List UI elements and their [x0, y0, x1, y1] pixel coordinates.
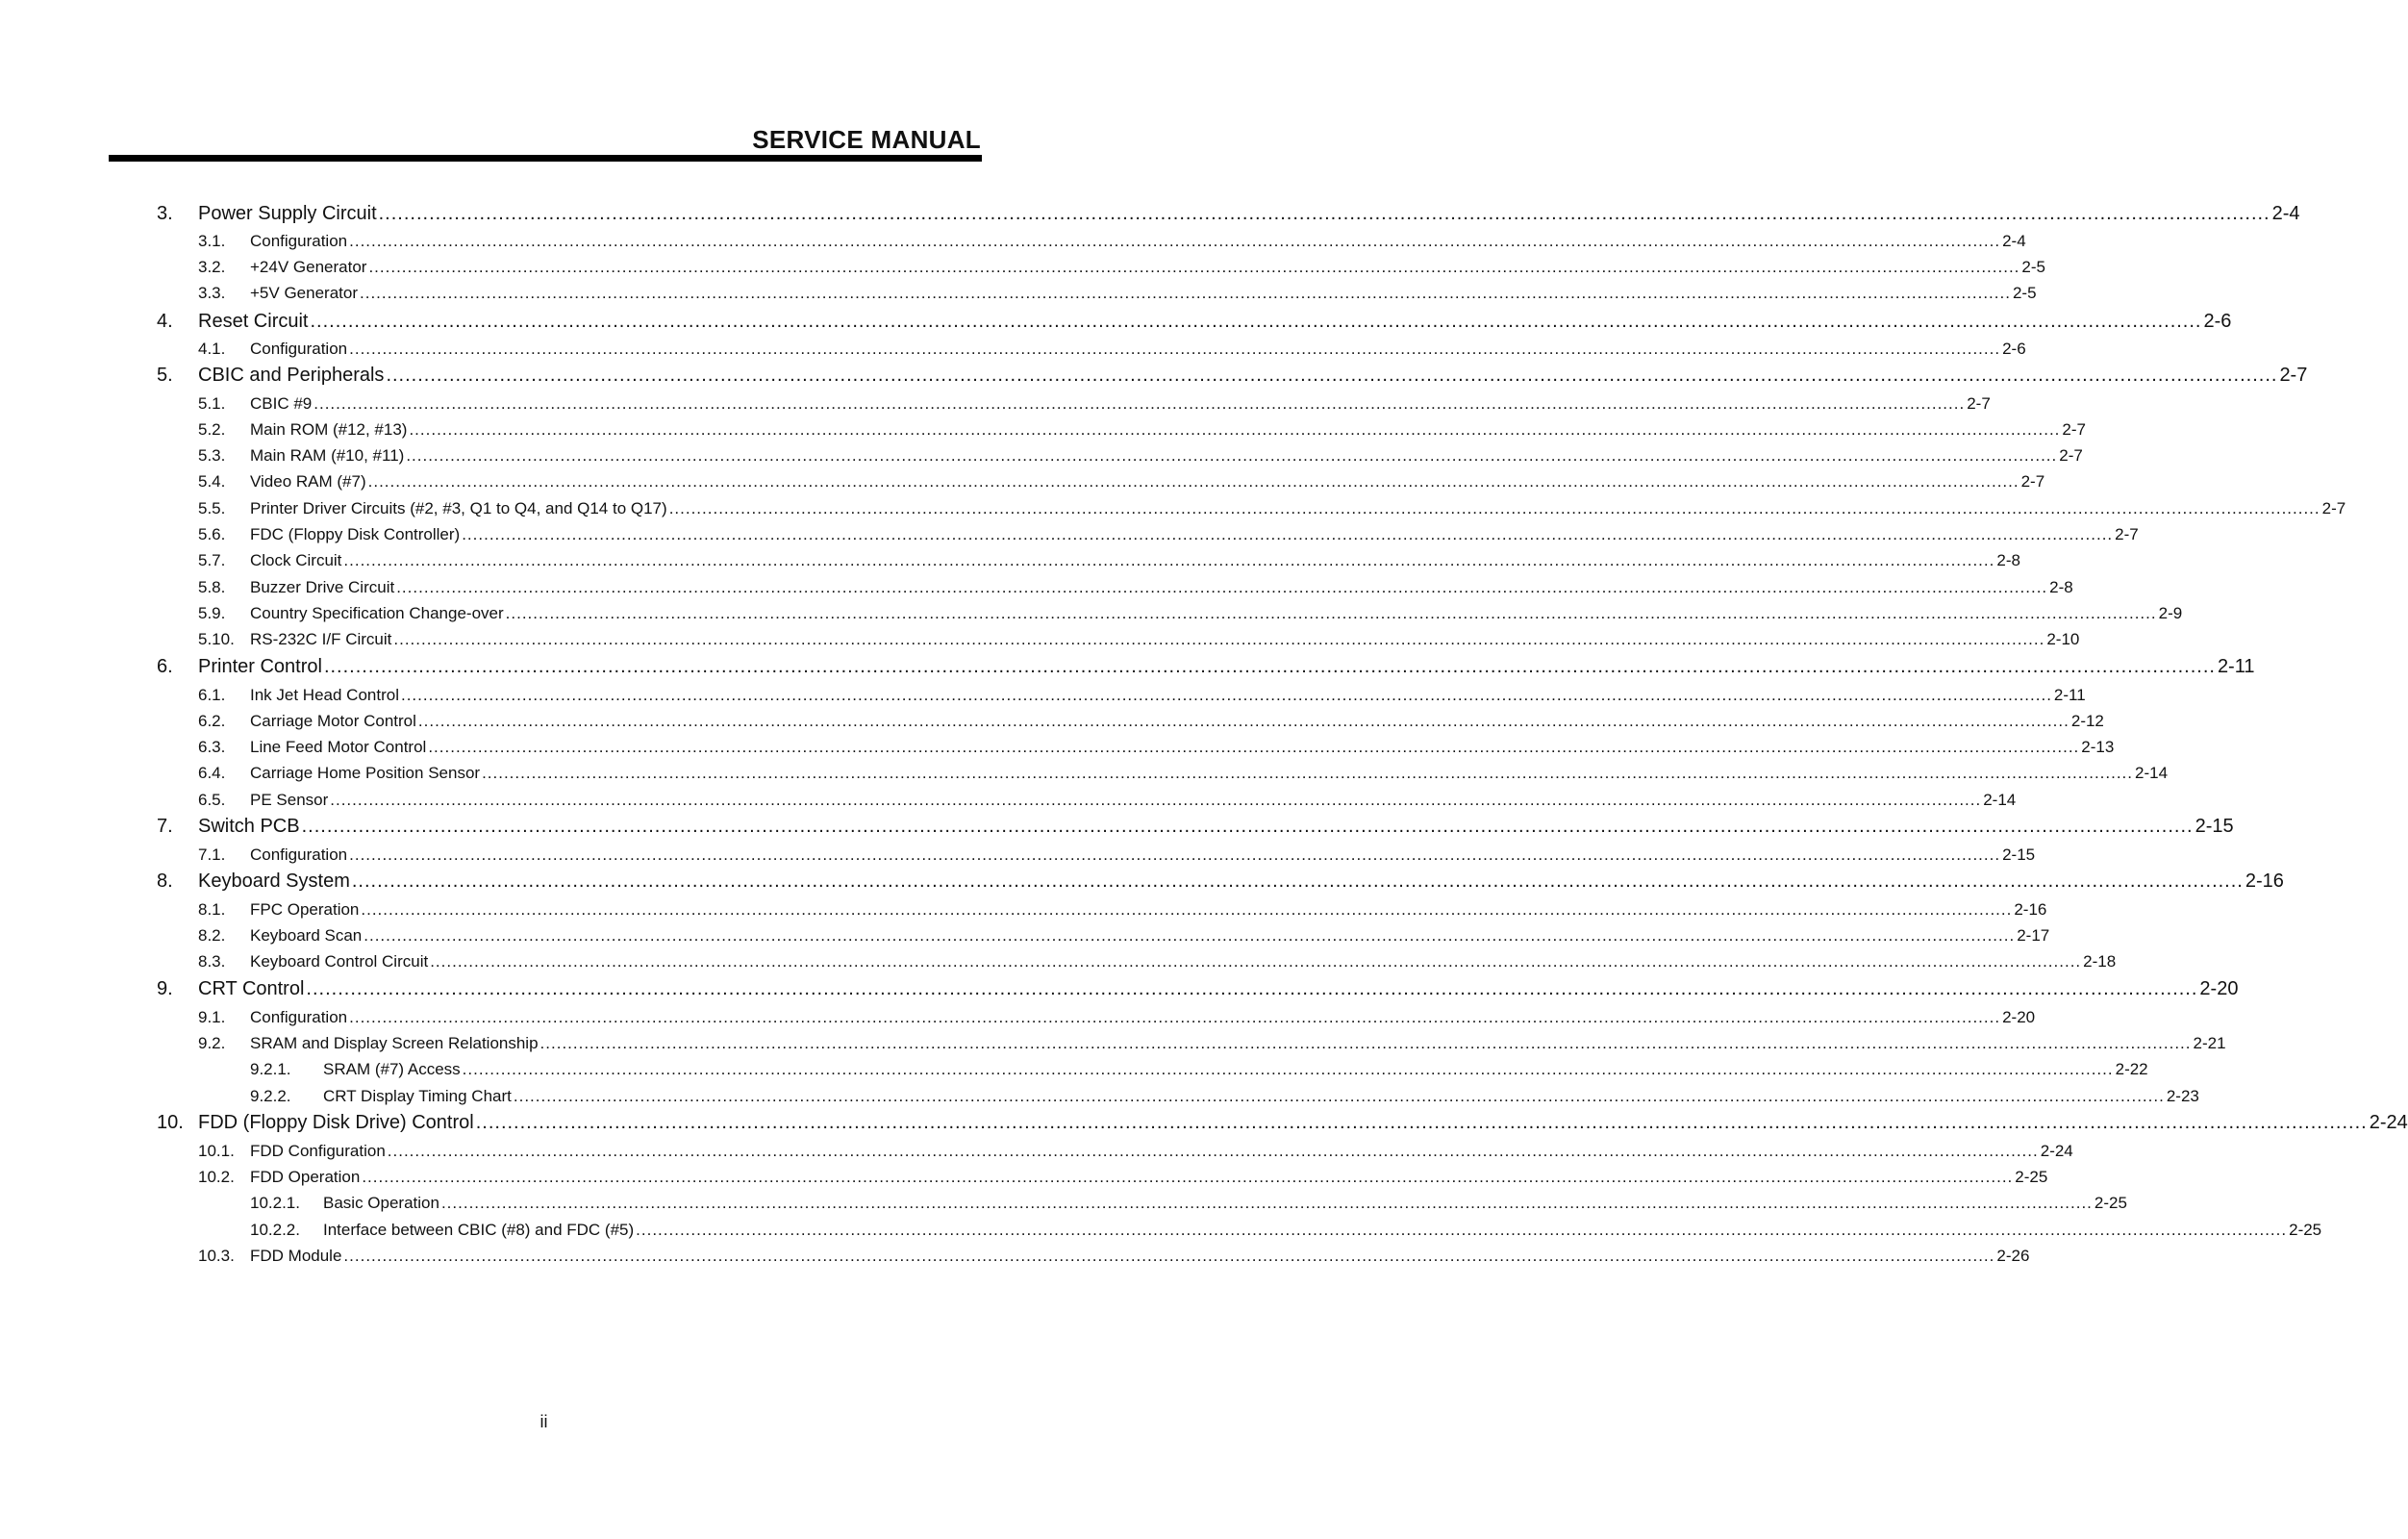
toc-entry-number: 9.2. — [198, 1034, 226, 1052]
dot-leader: ............................................................................................................................................................................................................................................................................................................ — [361, 900, 2013, 919]
dot-leader: ............................................................................................................................................................................................................................................................................................................ — [513, 1087, 2165, 1105]
toc-entry-page: 2-25 — [2015, 1168, 2048, 1186]
toc-entry-title: FDD Operation — [250, 1168, 361, 1186]
toc-entry-page: 2-7 — [2020, 472, 2045, 491]
toc-entry-title: RS-232C I/F Circuit — [250, 630, 392, 648]
dot-leader: ............................................................................................................................................................................................................................................................................................................ — [349, 232, 2001, 250]
toc-entry-number: 9.2.1. — [250, 1060, 291, 1078]
toc-entry-page: 2-17 — [2017, 926, 2050, 945]
toc-entry-body — [198, 870, 2284, 893]
dot-leader: ............................................................................................................................................................................................................................................................................................................ — [349, 1008, 2001, 1026]
toc-entry[interactable] — [0, 1004, 2036, 1027]
toc-entry-body — [250, 604, 2183, 623]
toc-entry-body — [250, 1142, 2073, 1161]
toc-entry-body — [250, 578, 2073, 597]
toc-entry-number: 3. — [157, 203, 173, 224]
toc-entry-number: 7.1. — [198, 845, 226, 864]
dot-leader: ............................................................................................................................................................................................................................................................................................................ — [351, 870, 2244, 892]
toc-entry-title: Configuration — [250, 232, 348, 250]
toc-entry-body — [250, 472, 2045, 492]
dot-leader: ............................................................................................................................................................................................................................................................................................................ — [349, 845, 2001, 864]
toc-entry-page: 2-14 — [2135, 764, 2169, 782]
toc-entry[interactable] — [0, 896, 2047, 920]
toc-entry-page: 2-6 — [2203, 311, 2232, 332]
dot-leader: ............................................................................................................................................................................................................................................................................................................ — [428, 738, 2080, 756]
toc-entry-title: +24V Generator — [250, 258, 367, 276]
toc-entry-page: 2-4 — [2002, 232, 2026, 250]
dot-leader: ............................................................................................................................................................................................................................................................................................................ — [364, 926, 2016, 945]
toc-entry-body — [250, 232, 2026, 251]
toc-entry-body — [198, 203, 2300, 225]
toc-entry-body — [250, 791, 2017, 810]
toc-entry-page: 2-15 — [2195, 816, 2234, 837]
dot-leader: ............................................................................................................................................................................................................................................................................................................ — [368, 258, 2020, 276]
toc-entry-title: Keyboard Scan — [250, 926, 363, 945]
toc-entry-number: 3.2. — [198, 258, 226, 276]
toc-entry-title: Buzzer Drive Circuit — [250, 578, 395, 596]
toc-entry-title: Configuration — [250, 340, 348, 358]
toc-entry-number: 6.2. — [198, 712, 226, 730]
toc-entry[interactable] — [0, 948, 2117, 971]
toc-entry[interactable] — [0, 682, 2086, 705]
toc-entry-body — [250, 738, 2115, 757]
toc-entry[interactable] — [0, 977, 2239, 1000]
toc-entry-page: 2-25 — [2094, 1194, 2127, 1212]
dot-leader: ............................................................................................................................................................................................................................................................................................................ — [440, 1194, 2093, 1212]
toc-entry-title: Printer Driver Circuits (#2, #3, Q1 to Q4, and Q14 to Q17) — [250, 499, 667, 517]
toc-entry[interactable] — [0, 521, 2139, 544]
toc-entry-page: 2-10 — [2046, 630, 2080, 648]
toc-entry-title: CBIC #9 — [250, 394, 313, 413]
dot-leader: ............................................................................................................................................................................................................................................................................................................ — [386, 365, 2278, 386]
toc-entry-number: 3.3. — [198, 284, 226, 302]
toc-entry-title: Carriage Motor Control — [250, 712, 416, 730]
toc-entry-title: Line Feed Motor Control — [250, 738, 427, 756]
toc-entry-page: 2-25 — [2289, 1221, 2322, 1239]
toc-entry-page: 2-24 — [2040, 1142, 2073, 1160]
toc-entry-number: 10. — [157, 1112, 184, 1133]
toc-entry-number: 4. — [157, 311, 173, 332]
toc-entry-page: 2-23 — [2166, 1087, 2199, 1105]
toc-entry-number: 6.3. — [198, 738, 226, 756]
toc-entry-body — [323, 1060, 2148, 1079]
toc-entry-page: 2-6 — [2002, 340, 2026, 358]
toc-entry[interactable] — [0, 842, 2036, 865]
toc-entry-number: 5.8. — [198, 578, 226, 596]
dot-leader: ............................................................................................................................................................................................................................................................................................................ — [310, 311, 2202, 332]
toc-entry-page: 2-14 — [1983, 791, 2017, 809]
dot-leader: ............................................................................................................................................................................................................................................................................................................ — [636, 1221, 2288, 1239]
toc-entry[interactable] — [0, 574, 2073, 597]
toc-entry-page: 2-7 — [2321, 499, 2346, 517]
toc-entry-body — [250, 926, 2050, 946]
toc-entry-body — [250, 420, 2086, 440]
dot-leader: ............................................................................................................................................................................................................................................................................................................ — [430, 952, 2082, 971]
toc-entry-number: 6.1. — [198, 686, 226, 704]
dot-leader: ............................................................................................................................................................................................................................................................................................................ — [362, 1168, 2014, 1186]
toc-entry-page: 2-8 — [2049, 578, 2073, 596]
toc-entry-body — [250, 499, 2346, 518]
toc-entry-page: 2-20 — [2199, 978, 2239, 999]
toc-entry-title: FDC (Floppy Disk Controller) — [250, 525, 461, 543]
toc-entry-body — [250, 394, 1991, 414]
toc-entry[interactable] — [0, 202, 2300, 225]
toc-entry[interactable] — [0, 708, 2104, 731]
toc-entry-page: 2-7 — [2279, 365, 2308, 386]
toc-entry-page: 2-7 — [1967, 394, 1991, 413]
toc-entry[interactable] — [0, 364, 2308, 387]
toc-entry-page: 2-7 — [2062, 420, 2086, 439]
dot-leader: ............................................................................................................................................................................................................................................................................................................ — [668, 499, 2320, 517]
toc-entry-title: Carriage Home Position Sensor — [250, 764, 481, 782]
toc-entry-page: 2-11 — [2053, 686, 2086, 704]
toc-entry-number: 5.1. — [198, 394, 226, 413]
dot-leader: ............................................................................................................................................................................................................................................................................................................ — [387, 1142, 2039, 1160]
page-number: ii — [539, 1412, 548, 1431]
toc-entry-number: 10.2.1. — [250, 1194, 300, 1212]
toc-entry[interactable] — [0, 626, 2080, 649]
toc-entry-number: 6.5. — [198, 791, 226, 809]
toc-entry-page: 2-13 — [2081, 738, 2115, 756]
toc-entry-title: FDD (Floppy Disk Drive) Control — [198, 1112, 474, 1133]
toc-entry-title: CRT Display Timing Chart — [323, 1087, 512, 1105]
toc-entry[interactable] — [0, 922, 2050, 946]
dot-leader: ............................................................................................................................................................................................................................................................................................................ — [475, 1112, 2368, 1133]
toc-entry[interactable] — [0, 1243, 2030, 1266]
dot-leader: ............................................................................................................................................................................................................................................................................................................ — [539, 1034, 2192, 1052]
toc-entry-page: 2-15 — [2002, 845, 2036, 864]
toc-entry[interactable] — [0, 787, 2017, 810]
toc-entry-title: FPC Operation — [250, 900, 360, 919]
toc-entry[interactable] — [0, 254, 2045, 277]
toc-entry-title: FDD Module — [250, 1247, 342, 1265]
toc-entry-body — [250, 686, 2086, 705]
toc-entry-page: 2-24 — [2369, 1112, 2408, 1133]
dot-leader: ............................................................................................................................................................................................................................................................................................................ — [393, 630, 2045, 648]
toc-entry[interactable] — [0, 1164, 2048, 1187]
toc-entry-number: 5.6. — [198, 525, 226, 543]
toc-entry-title: SRAM (#7) Access — [323, 1060, 461, 1078]
toc-entry-number: 8. — [157, 870, 173, 892]
toc-entry[interactable] — [0, 547, 2020, 570]
toc-entry-title: Configuration — [250, 1008, 348, 1026]
toc-entry-page: 2-5 — [2021, 258, 2045, 276]
dot-leader: ............................................................................................................................................................................................................................................................................................................ — [367, 472, 2019, 491]
toc-entry-body — [250, 340, 2026, 359]
toc-entry-body — [250, 900, 2047, 920]
toc-entry[interactable] — [0, 310, 2232, 333]
dot-leader: ............................................................................................................................................................................................................................................................................................................ — [301, 816, 2194, 837]
toc-entry[interactable] — [0, 870, 2284, 893]
toc-entry[interactable] — [0, 1083, 2199, 1106]
toc-entry[interactable] — [0, 468, 2045, 492]
toc-entry-title: CBIC and Peripherals — [198, 365, 385, 386]
toc-entry-number: 9.1. — [198, 1008, 226, 1026]
dot-leader: ............................................................................................................................................................................................................................................................................................................ — [378, 203, 2270, 224]
toc-entry-body — [250, 1034, 2226, 1053]
toc-entry-body — [250, 764, 2169, 783]
dot-leader: ............................................................................................................................................................................................................................................................................................................ — [462, 525, 2114, 543]
toc-entry-body — [250, 1247, 2030, 1266]
toc-entry[interactable] — [0, 815, 2234, 838]
toc-entry[interactable] — [0, 655, 2255, 678]
toc-entry[interactable] — [0, 442, 2083, 466]
toc-entry-title: CRT Control — [198, 978, 305, 999]
dot-leader: ............................................................................................................................................................................................................................................................................................................ — [343, 1247, 1995, 1265]
dot-leader: ............................................................................................................................................................................................................................................................................................................ — [409, 420, 2061, 439]
toc-entry-number: 5.2. — [198, 420, 226, 439]
dot-leader: ............................................................................................................................................................................................................................................................................................................ — [330, 791, 1982, 809]
toc-entry[interactable] — [0, 495, 2346, 518]
toc-entry-number: 5.3. — [198, 446, 226, 465]
toc-entry[interactable] — [0, 600, 2183, 623]
toc-entry[interactable] — [0, 1030, 2226, 1053]
dot-leader: ............................................................................................................................................................................................................................................................................................................ — [306, 978, 2198, 999]
toc-entry-page: 2-26 — [1996, 1247, 2030, 1265]
toc-entry-body — [323, 1194, 2127, 1213]
dot-leader: ............................................................................................................................................................................................................................................................................................................ — [349, 340, 2001, 358]
toc-entry-body — [250, 284, 2037, 303]
toc-entry-number: 5.10. — [198, 630, 235, 648]
toc-entry[interactable] — [0, 228, 2026, 251]
toc-entry-title: Video RAM (#7) — [250, 472, 366, 491]
toc-entry-body — [198, 365, 2308, 387]
toc-entry-title: Keyboard Control Circuit — [250, 952, 429, 971]
toc-entry-title: PE Sensor — [250, 791, 329, 809]
toc-entry-title: Power Supply Circuit — [198, 203, 377, 224]
dot-leader: ............................................................................................................................................................................................................................................................................................................ — [323, 656, 2216, 677]
dot-leader: ............................................................................................................................................................................................................................................................................................................ — [400, 686, 2052, 704]
toc-entry-page: 2-7 — [2115, 525, 2139, 543]
toc-entry-page: 2-11 — [2217, 656, 2255, 677]
toc-entry-title: Ink Jet Head Control — [250, 686, 399, 704]
toc-entry[interactable] — [0, 391, 1991, 414]
toc-entry-title: Interface between CBIC (#8) and FDC (#5) — [323, 1221, 635, 1239]
toc-entry-title: Country Specification Change-over — [250, 604, 504, 622]
toc-entry-number: 6. — [157, 656, 173, 677]
toc-entry-number: 3.1. — [198, 232, 226, 250]
toc-entry-body — [250, 845, 2036, 865]
toc-entry-title: Printer Control — [198, 656, 322, 677]
toc-entry-number: 4.1. — [198, 340, 226, 358]
toc-entry-body — [198, 978, 2239, 1000]
toc-entry-number: 7. — [157, 816, 173, 837]
toc-entry-body — [323, 1087, 2199, 1106]
toc-entry-page: 2-22 — [2115, 1060, 2148, 1078]
toc-entry-body — [250, 1008, 2036, 1027]
toc-entry-body — [198, 311, 2232, 333]
dot-leader: ............................................................................................................................................................................................................................................................................................................ — [406, 446, 2058, 465]
toc-entry-title: Main ROM (#12, #13) — [250, 420, 408, 439]
toc-entry-page: 2-18 — [2083, 952, 2117, 971]
dot-leader: ............................................................................................................................................................................................................................................................................................................ — [462, 1060, 2114, 1078]
toc-entry-body — [250, 258, 2045, 277]
page-header-title: SERVICE MANUAL — [752, 125, 981, 154]
toc-entry-title: Configuration — [250, 845, 348, 864]
toc-entry[interactable] — [0, 1138, 2073, 1161]
toc-entry-number: 9. — [157, 978, 173, 999]
toc-entry-number: 10.2. — [198, 1168, 235, 1186]
dot-leader: ............................................................................................................................................................................................................................................................................................................ — [360, 284, 2011, 302]
toc-entry-title: Reset Circuit — [198, 311, 309, 332]
toc-entry-title: Main RAM (#10, #11) — [250, 446, 405, 465]
toc-entry-number: 5. — [157, 365, 173, 386]
header-divider — [109, 155, 982, 162]
toc-entry-body — [250, 446, 2083, 466]
toc-entry-number: 5.7. — [198, 551, 226, 569]
toc-entry[interactable] — [0, 1217, 2322, 1240]
toc-entry-number: 6.4. — [198, 764, 226, 782]
toc-entry[interactable] — [0, 336, 2026, 359]
toc-entry-page: 2-16 — [2245, 870, 2284, 892]
toc-entry-page: 2-4 — [2271, 203, 2300, 224]
dot-leader: ............................................................................................................................................................................................................................................................................................................ — [417, 712, 2069, 730]
toc-entry-body — [198, 656, 2255, 678]
toc-entry-number: 5.5. — [198, 499, 226, 517]
toc-entry-page: 2-9 — [2158, 604, 2183, 622]
dot-leader: ............................................................................................................................................................................................................................................................................................................ — [482, 764, 2134, 782]
toc-entry-page: 2-8 — [1996, 551, 2020, 569]
toc-entry-body — [198, 816, 2234, 838]
toc-entry-title: FDD Configuration — [250, 1142, 386, 1160]
toc-entry-body — [323, 1221, 2322, 1240]
dot-leader: ............................................................................................................................................................................................................................................................................................................ — [343, 551, 1995, 569]
toc-entry-number: 10.2.2. — [250, 1221, 300, 1239]
toc-entry-body — [250, 630, 2080, 649]
toc-entry-body — [250, 712, 2104, 731]
toc-entry[interactable] — [0, 1056, 2148, 1079]
dot-leader: ............................................................................................................................................................................................................................................................................................................ — [396, 578, 2048, 596]
toc-entry-title: Switch PCB — [198, 816, 300, 837]
toc-entry-page: 2-21 — [2193, 1034, 2226, 1052]
toc-entry-number: 8.1. — [198, 900, 226, 919]
toc-entry-number: 10.1. — [198, 1142, 235, 1160]
toc-entry-number: 5.4. — [198, 472, 226, 491]
toc-entry[interactable] — [0, 734, 2115, 757]
toc-entry-title: Keyboard System — [198, 870, 350, 892]
toc-entry-number: 5.9. — [198, 604, 226, 622]
toc-entry-number: 9.2.2. — [250, 1087, 291, 1105]
toc-entry[interactable] — [0, 760, 2169, 783]
toc-entry[interactable] — [0, 1111, 2408, 1134]
toc-entry-body — [198, 1112, 2408, 1134]
toc-entry-page: 2-12 — [2070, 712, 2104, 730]
toc-entry-title: Clock Circuit — [250, 551, 342, 569]
toc-entry-number: 8.2. — [198, 926, 226, 945]
toc-entry[interactable] — [0, 416, 2086, 440]
toc-entry-title: +5V Generator — [250, 284, 358, 302]
toc-entry-page: 2-16 — [2014, 900, 2047, 919]
toc-entry-body — [250, 551, 2020, 570]
dot-leader: ............................................................................................................................................................................................................................................................................................................ — [505, 604, 2157, 622]
toc-entry-number: 10.3. — [198, 1247, 235, 1265]
toc-entry-page: 2-7 — [2059, 446, 2083, 465]
toc-entry-page: 2-5 — [2012, 284, 2037, 302]
toc-entry-body — [250, 1168, 2048, 1187]
toc-entry-body — [250, 525, 2139, 544]
toc-entry-number: 8.3. — [198, 952, 226, 971]
dot-leader: ............................................................................................................................................................................................................................................................................................................ — [314, 394, 1966, 413]
toc-entry-body — [250, 952, 2117, 971]
toc-entry-page: 2-20 — [2002, 1008, 2036, 1026]
toc-entry-title: Basic Operation — [323, 1194, 439, 1212]
toc-entry[interactable] — [0, 1190, 2127, 1213]
toc-entry[interactable] — [0, 280, 2037, 303]
toc-entry-title: SRAM and Display Screen Relationship — [250, 1034, 539, 1052]
